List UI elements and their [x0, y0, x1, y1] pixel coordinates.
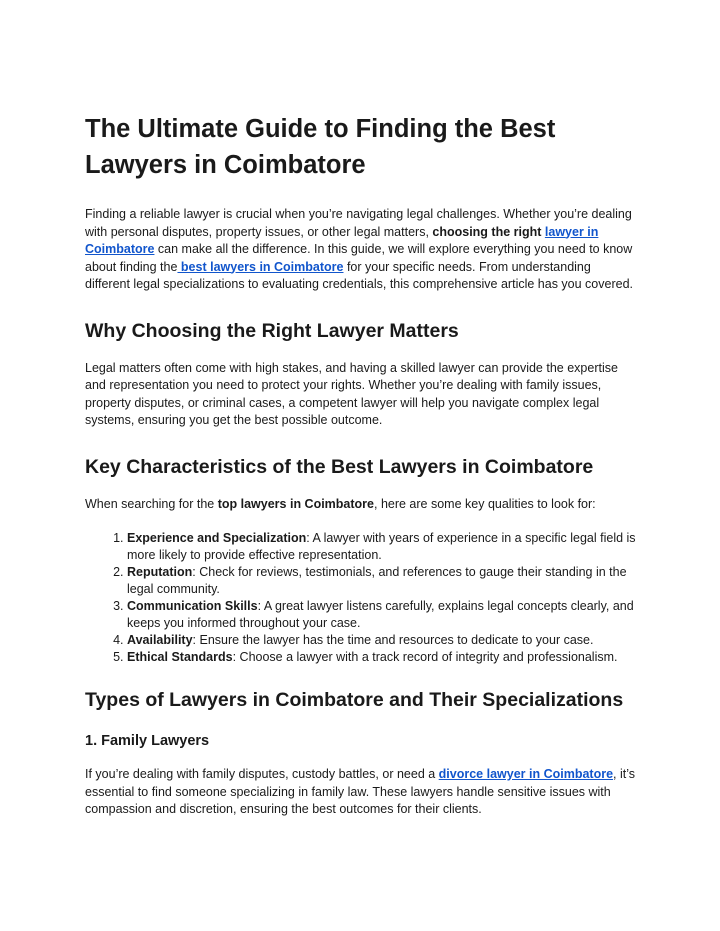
- intro-text-1: Finding a reliable lawyer is crucial when you’re navigating legal challenges. Whether you’re dealing with personal disputes, property issues, or other legal matters,: [85, 207, 632, 239]
- list-item-term: Communication Skills: [127, 599, 258, 613]
- lead-bold-phrase: top lawyers in Coimbatore: [217, 496, 374, 511]
- lawyer-in-coimbatore-link[interactable]: lawyer in Coimbatore: [85, 224, 599, 256]
- list-item-term: Ethical Standards: [127, 650, 233, 664]
- best-lawyers-link[interactable]: best lawyers in Coimbatore: [177, 259, 344, 274]
- family-lawyers-paragraph: [85, 766, 637, 819]
- family-text-2: , it’s essential to find someone specializing in family law. These lawyers handle sensitive issues with compassion and discretion, ensuring the best outcomes for their clients.: [85, 767, 636, 816]
- list-item: [127, 530, 637, 564]
- divorce-lawyer-link[interactable]: divorce lawyer in Coimbatore: [438, 767, 614, 781]
- list-item-term: Experience and Specialization: [127, 531, 307, 545]
- list-item-desc: : Check for reviews, testimonials, and references to gauge their standing in the legal community.: [127, 565, 627, 596]
- characteristics-lead: [85, 496, 637, 514]
- section-heading-types: Types of Lawyers in Coimbatore and Their Specializations: [85, 689, 624, 711]
- document-page: [85, 111, 637, 819]
- section-heading-characteristics: Key Characteristics of the Best Lawyers in Coimbatore: [85, 455, 594, 478]
- lead-text-1: When searching for the: [85, 496, 218, 511]
- characteristics-list: [85, 530, 637, 666]
- list-item-term: Availability: [127, 633, 193, 647]
- intro-text-2: can make all the difference. In this guide, we will explore everything you need to know about finding the: [85, 242, 633, 274]
- section-heading-why: Why Choosing the Right Lawyer Matters: [85, 319, 459, 342]
- intro-paragraph: [85, 206, 637, 294]
- lead-text-2: , here are some key qualities to look for:: [374, 496, 596, 511]
- list-item-desc: : A lawyer with years of experience in a specific legal field is more likely to provide effective representation.: [127, 531, 636, 562]
- subheading-family-lawyers: 1. Family Lawyers: [85, 733, 210, 749]
- list-item: [127, 564, 637, 598]
- intro-text-3: for your specific needs. From understanding different legal specializations to evaluating credentials, this comprehensive article has you covered.: [85, 259, 633, 291]
- list-item: [127, 649, 637, 666]
- list-item: [127, 632, 637, 649]
- list-item-desc: : Ensure the lawyer has the time and resources to dedicate to your case.: [192, 633, 594, 647]
- list-item: [127, 598, 637, 632]
- family-text-1: If you’re dealing with family disputes, custody battles, or need a: [85, 767, 439, 781]
- document-title: The Ultimate Guide to Finding the Best Lawyers in Coimbatore: [85, 115, 556, 179]
- intro-bold-phrase: choosing the right: [432, 224, 545, 239]
- list-item-term: Reputation: [127, 565, 193, 579]
- list-item-desc: : A great lawyer listens carefully, explains legal concepts clearly, and keeps you informed throughout your case.: [127, 599, 634, 630]
- list-item-desc: : Choose a lawyer with a track record of integrity and professionalism.: [232, 650, 618, 664]
- why-paragraph: Legal matters often come with high stakes, and having a skilled lawyer can provide the expertise and representation you need to protect your rights. Whether you’re dealing with family issues, property disputes, or criminal cases, a competent lawyer will help you navigate complex legal systems, ensuring you get the best possible outcome.: [85, 360, 618, 427]
